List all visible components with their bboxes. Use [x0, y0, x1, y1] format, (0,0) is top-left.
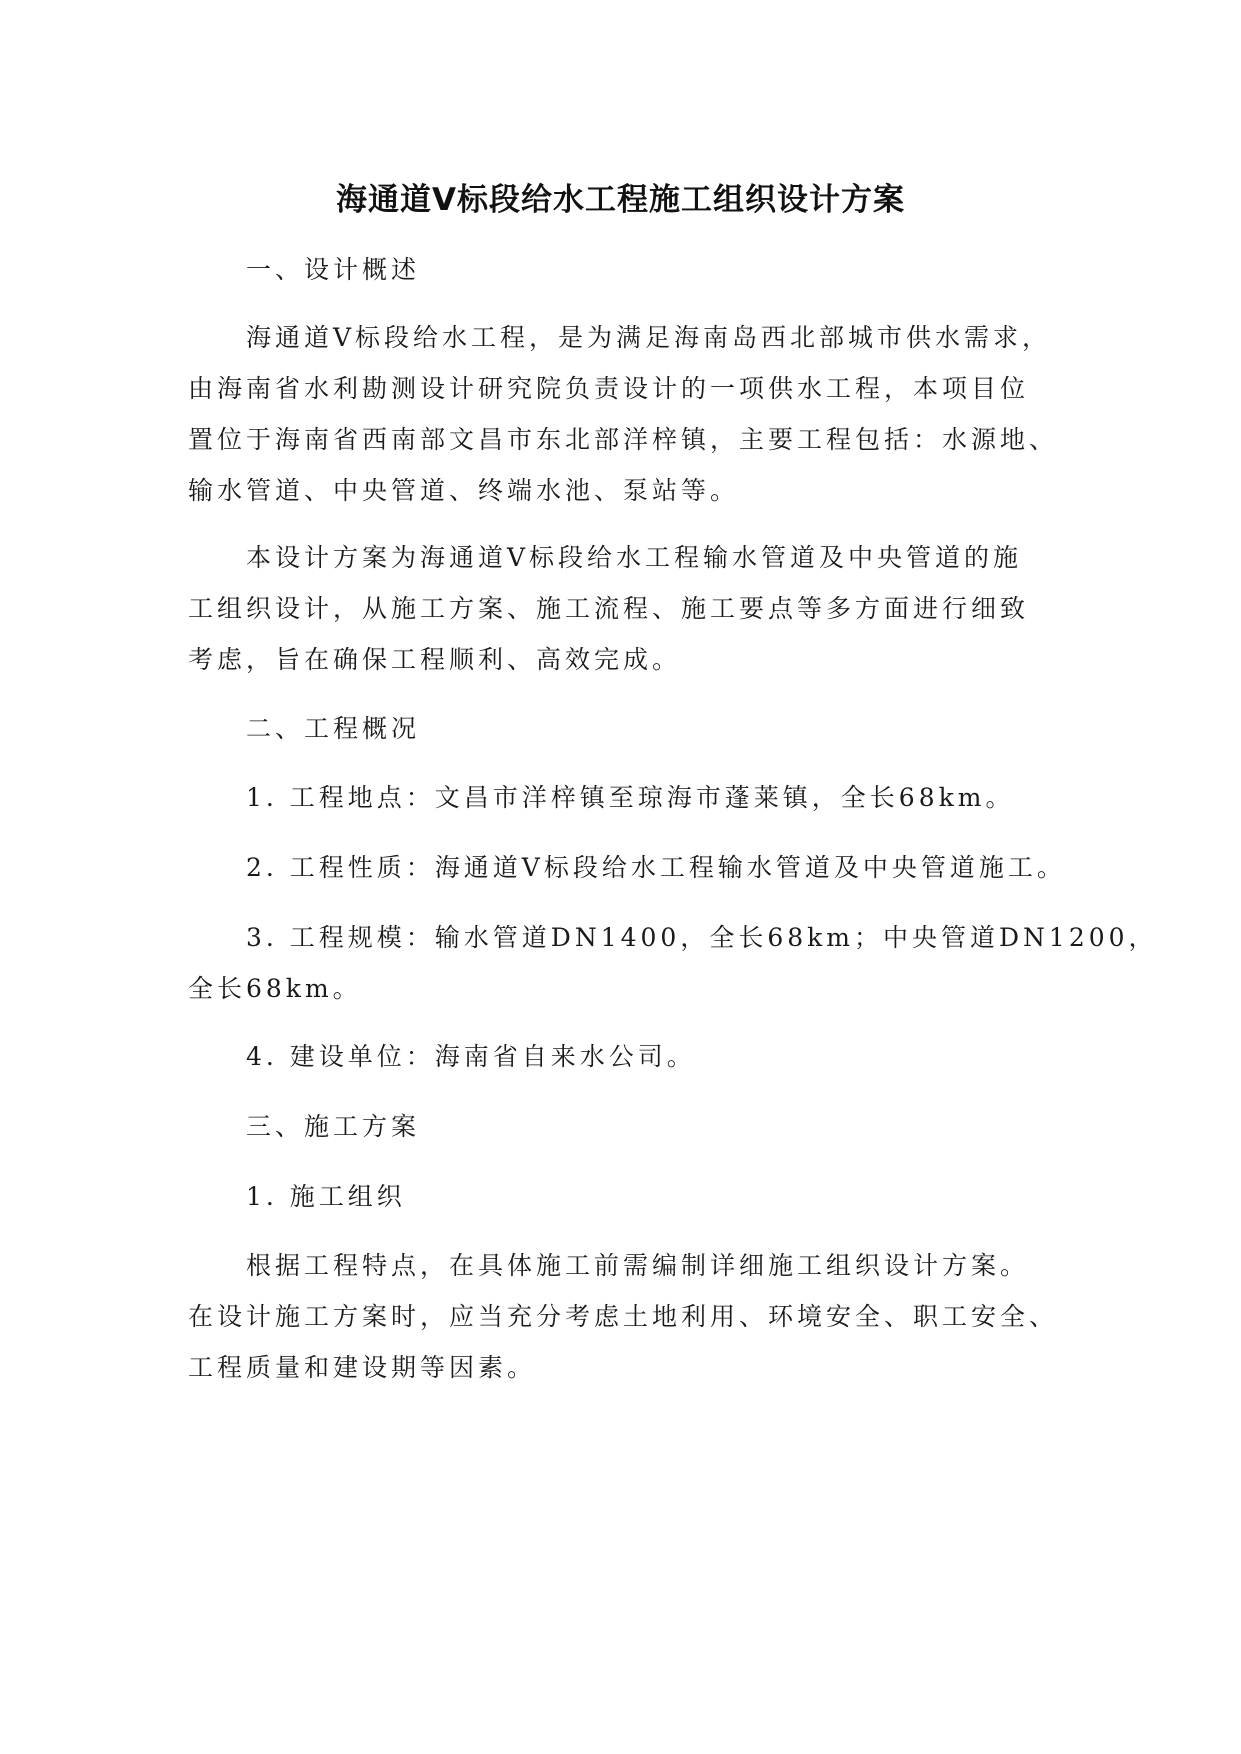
- paragraph-overview-1: [188, 312, 1068, 516]
- section-heading: 一、设计概述: [246, 255, 421, 284]
- paragraph-line: 输水管道、中央管道、终端水池、泵站等。: [188, 476, 740, 505]
- list-item-line: 全长68km。: [188, 974, 362, 1003]
- paragraph-line: 置位于海南省西南部文昌市东北部洋梓镇，主要工程包括：水源地、: [188, 425, 1059, 454]
- paragraph-line: 本设计方案为海通道Ⅴ标段给水工程输水管道及中央管道的施: [246, 543, 1023, 572]
- paragraph-line: 在设计施工方案时，应当充分考虑土地利用、环境安全、职工安全、: [188, 1302, 1059, 1331]
- paragraph-line: 由海南省水利勘测设计研究院负责设计的一项供水工程，本项目位: [188, 374, 1030, 403]
- section-heading: 三、施工方案: [246, 1112, 421, 1141]
- subsection-heading: 1. 施工组织: [246, 1182, 406, 1211]
- list-item-line: 3. 工程规模：输水管道DN1400，全长68km；中央管道DN1200，: [246, 923, 1158, 952]
- paragraph-overview-2: [188, 532, 1068, 685]
- paragraph-line: 工程质量和建设期等因素。: [188, 1353, 537, 1382]
- section-heading-overview: [188, 244, 1126, 295]
- subsection-heading-organization: [188, 1171, 1126, 1222]
- paragraph-line: 海通道Ⅴ标段给水工程，是为满足海南岛西北部城市供水需求，: [246, 323, 1052, 352]
- section-heading-construction: [188, 1101, 1126, 1152]
- list-item-nature: [188, 842, 1126, 893]
- section-heading: 二、工程概况: [246, 714, 421, 743]
- paragraph-construction-1: [188, 1240, 1068, 1393]
- list-item-scale: [188, 912, 1158, 1014]
- list-item-location: [188, 772, 1126, 823]
- document-title: 海通道Ⅴ标段给水工程施工组织设计方案: [336, 182, 905, 218]
- paragraph-line: 工组织设计，从施工方案、施工流程、施工要点等多方面进行细致: [188, 594, 1030, 623]
- paragraph-line: 考虑，旨在确保工程顺利、高效完成。: [188, 645, 682, 674]
- section-heading-project: [188, 703, 1126, 754]
- paragraph-line: 根据工程特点，在具体施工前需编制详细施工组织设计方案。: [246, 1251, 1030, 1280]
- list-item-line: 4. 建设单位：海南省自来水公司。: [246, 1042, 696, 1071]
- list-item-line: 2. 工程性质：海通道Ⅴ标段给水工程输水管道及中央管道施工。: [246, 853, 1066, 882]
- list-item-owner: [188, 1031, 1126, 1082]
- list-item-line: 1. 工程地点：文昌市洋梓镇至琼海市蓬莱镇，全长68km。: [246, 783, 1015, 812]
